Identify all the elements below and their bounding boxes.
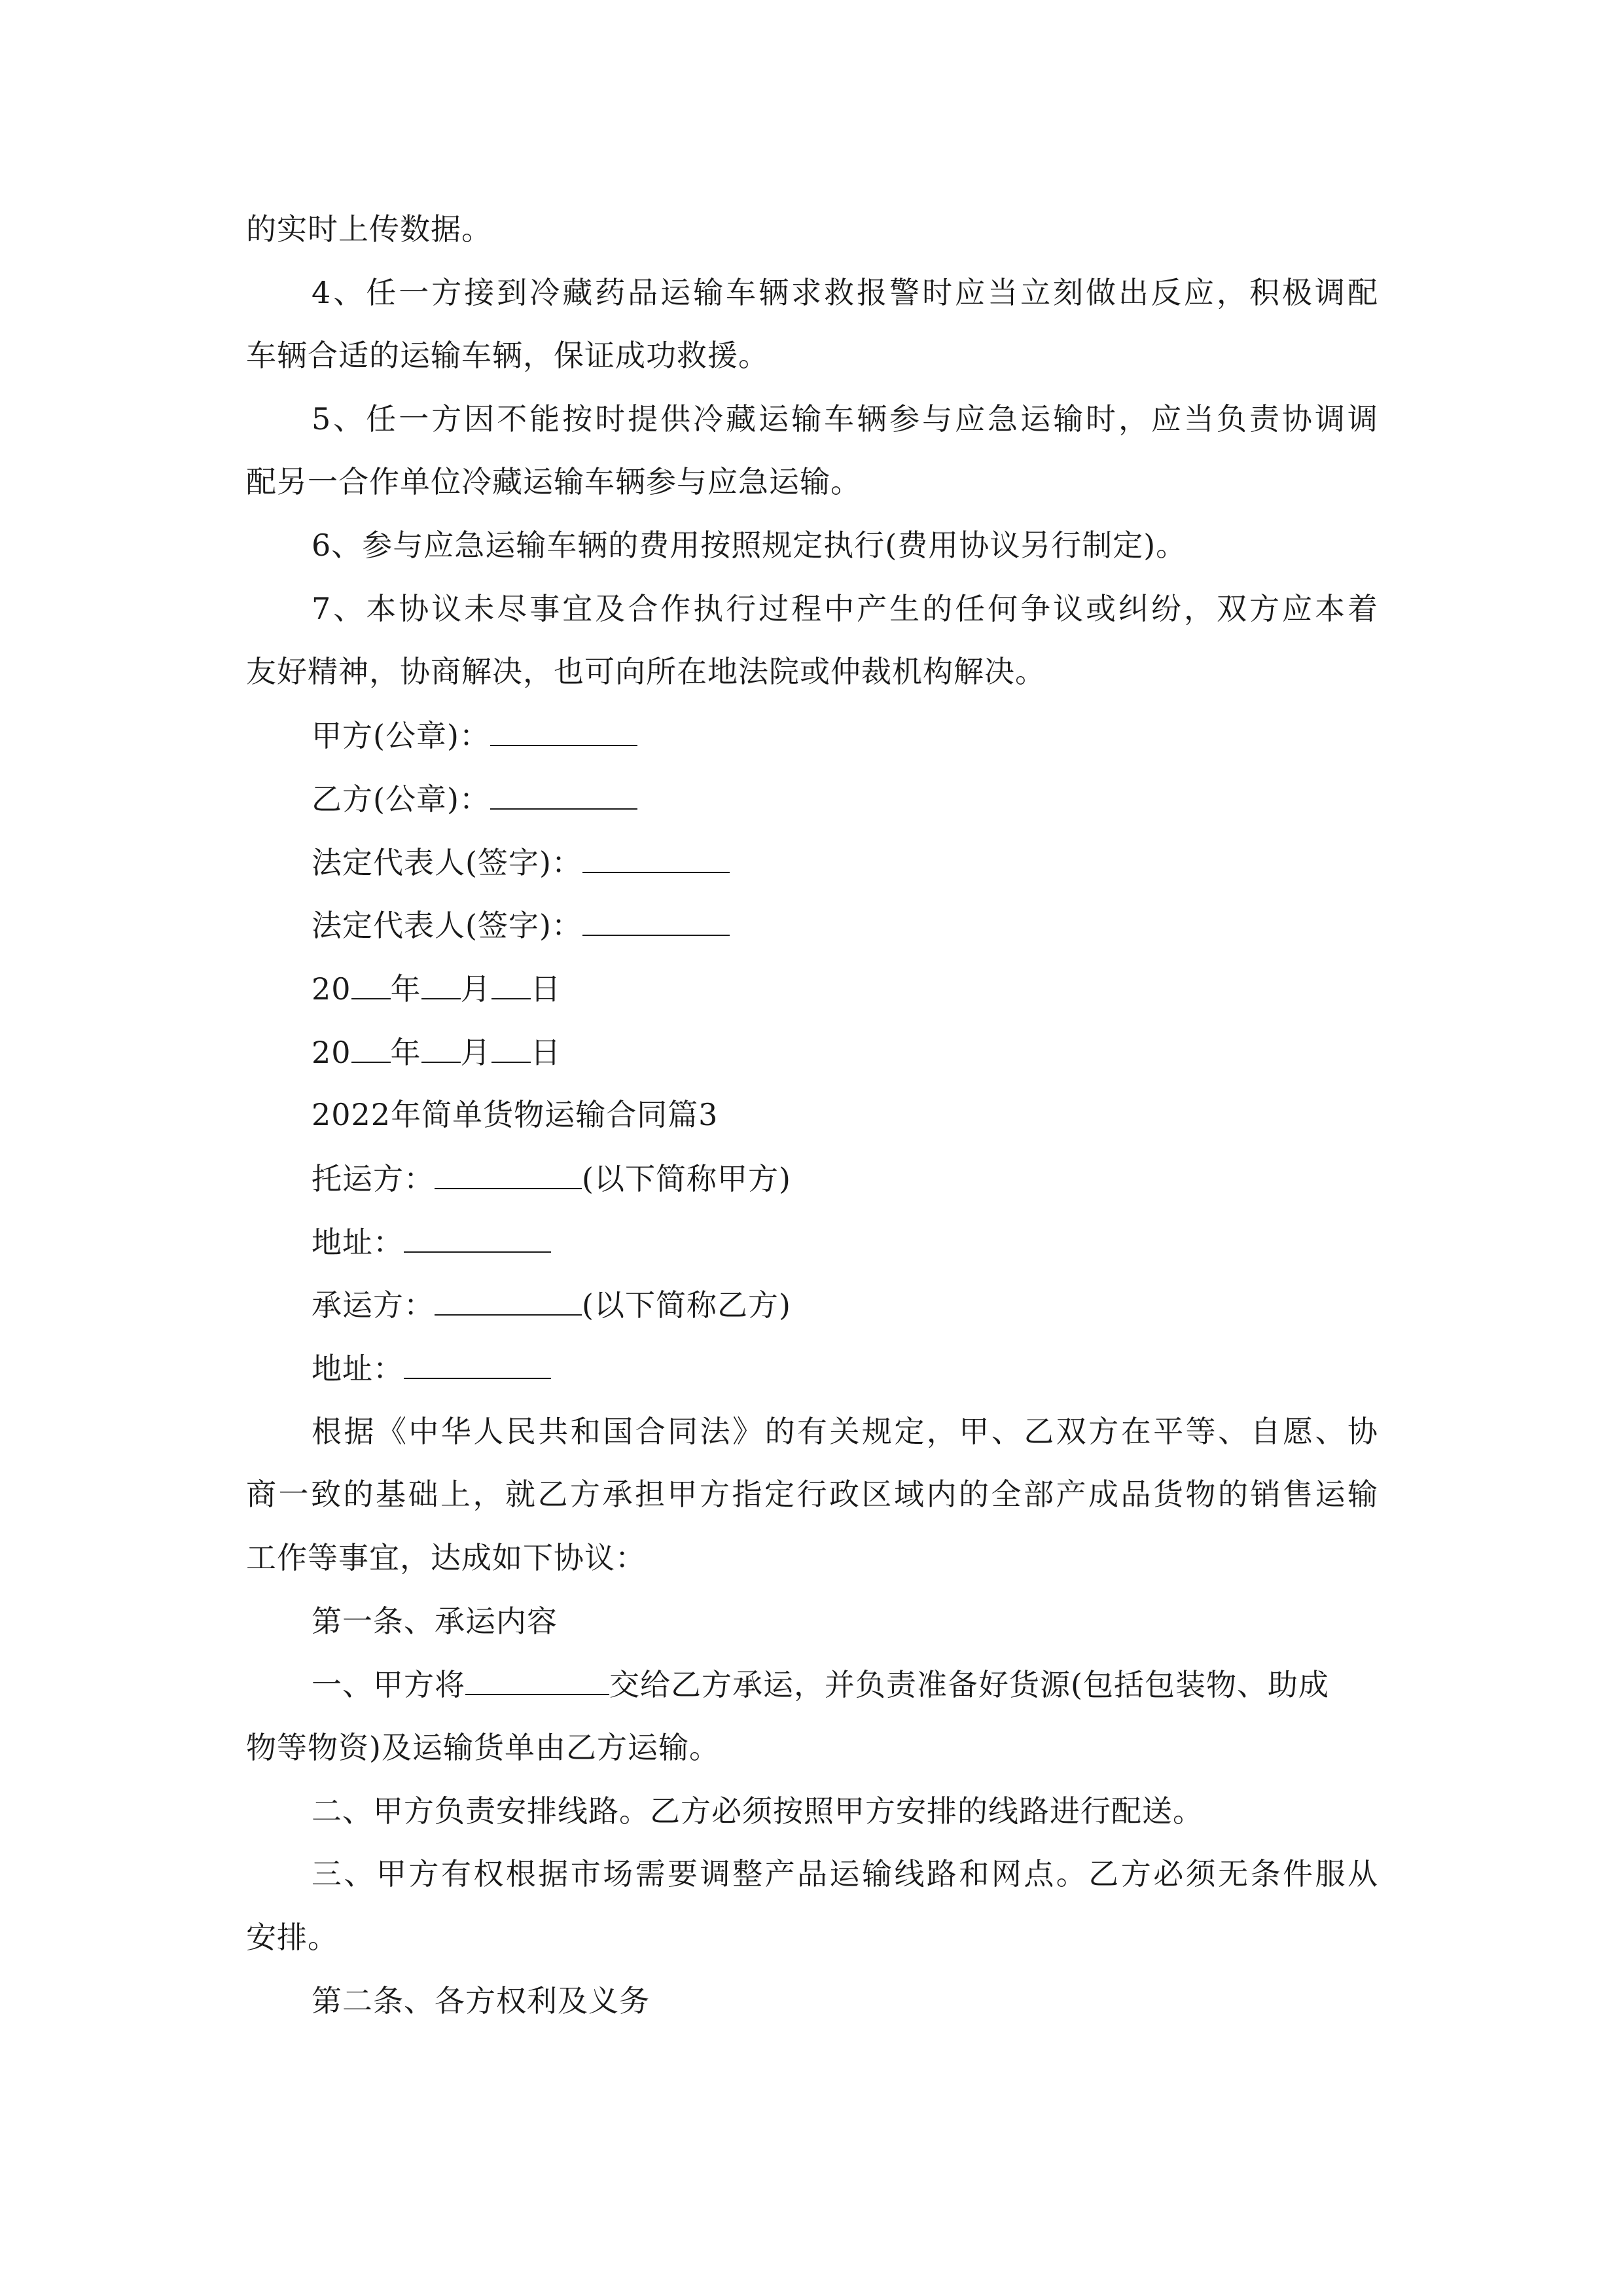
carrier-suffix: (以下简称乙方) bbox=[582, 1287, 791, 1323]
date-line-2 bbox=[312, 1035, 562, 1070]
carrier-label: 承运方： bbox=[312, 1287, 435, 1323]
date-blank bbox=[351, 1037, 391, 1063]
paragraph-line: 根据《中华人民共和国合同法》的有关规定，甲、乙双方在平等、自愿、协 bbox=[312, 1414, 1378, 1449]
legal-rep-line-1 bbox=[312, 847, 730, 878]
paragraph-line: 工作等事宜，达成如下协议： bbox=[246, 1540, 646, 1575]
paragraph-line: 商一致的基础上，就乙方承担甲方指定行政区域内的全部产成品货物的销售运输 bbox=[246, 1477, 1378, 1512]
date-blank bbox=[421, 973, 461, 999]
signature-blank bbox=[582, 910, 730, 936]
paragraph-line: 的实时上传数据。 bbox=[246, 211, 492, 247]
date-line-1 bbox=[312, 971, 562, 1007]
fill-blank bbox=[404, 1227, 551, 1253]
shipper-suffix: (以下简称甲方) bbox=[582, 1161, 791, 1196]
date-year: 年 bbox=[390, 1035, 421, 1070]
date-day: 日 bbox=[530, 971, 562, 1007]
party-b-seal-line bbox=[312, 781, 637, 817]
party-b-seal-label: 乙方(公章)： bbox=[312, 781, 490, 817]
paragraph-line: 友好精神，协商解决，也可向所在地法院或仲裁机构解决。 bbox=[246, 654, 1046, 689]
paragraph-line: 7、本协议未尽事宜及合作执行过程中产生的任何争议或纠纷，双方应本着 bbox=[312, 591, 1378, 626]
fill-blank bbox=[435, 1289, 582, 1316]
paragraph-line: 安排。 bbox=[246, 1920, 338, 1955]
signature-blank bbox=[490, 783, 637, 810]
paragraph-line: 物等物资)及运输货单由乙方运输。 bbox=[246, 1730, 720, 1765]
signature-blank bbox=[490, 720, 637, 746]
date-year: 年 bbox=[390, 971, 421, 1007]
contract-title: 2022年简单货物运输合同篇3 bbox=[312, 1097, 719, 1132]
fill-blank bbox=[465, 1669, 609, 1695]
fill-blank bbox=[404, 1353, 551, 1379]
date-month: 月 bbox=[460, 1035, 491, 1070]
carrier-address-line bbox=[312, 1353, 551, 1384]
signature-blank bbox=[582, 847, 730, 873]
paragraph-line: 4、任一方接到冷藏药品运输车辆求救报警时应当立刻做出反应，积极调配 bbox=[312, 275, 1378, 310]
item1-prefix: 一、甲方将 bbox=[312, 1667, 465, 1702]
paragraph-line: 二、甲方负责安排线路。乙方必须按照甲方安排的线路进行配送。 bbox=[312, 1793, 1204, 1829]
legal-rep-label: 法定代表人(签字)： bbox=[312, 845, 582, 880]
shipper-address-line bbox=[312, 1225, 551, 1260]
party-a-seal-label: 甲方(公章)： bbox=[312, 718, 490, 753]
address-label: 地址： bbox=[312, 1225, 404, 1260]
paragraph-line: 6、参与应急运输车辆的费用按照规定执行(费用协议另行制定)。 bbox=[312, 528, 1187, 563]
carrier-line bbox=[312, 1287, 791, 1323]
date-blank bbox=[491, 973, 531, 999]
paragraph-line: 配另一合作单位冷藏运输车辆参与应急运输。 bbox=[246, 464, 861, 499]
item1-suffix: 交给乙方承运，并负责准备好货源(包括包装物、助成 bbox=[609, 1667, 1329, 1702]
paragraph-line: 车辆合适的运输车辆，保证成功救援。 bbox=[246, 338, 769, 373]
paragraph-line: 5、任一方因不能按时提供冷藏运输车辆参与应急运输时，应当负责协调调 bbox=[312, 401, 1378, 437]
date-blank bbox=[421, 1037, 461, 1063]
date-prefix: 20 bbox=[312, 971, 351, 1007]
fill-blank bbox=[435, 1163, 582, 1189]
legal-rep-line-2 bbox=[312, 910, 730, 941]
date-blank bbox=[351, 973, 391, 999]
date-month: 月 bbox=[460, 971, 491, 1007]
date-blank bbox=[491, 1037, 531, 1063]
legal-rep-label: 法定代表人(签字)： bbox=[312, 908, 582, 943]
article-title: 第一条、承运内容 bbox=[312, 1604, 558, 1639]
address-label: 地址： bbox=[312, 1351, 404, 1386]
party-a-seal-line bbox=[312, 720, 637, 751]
date-day: 日 bbox=[530, 1035, 562, 1070]
article-title: 第二条、各方权利及义务 bbox=[312, 1983, 650, 2018]
shipper-label: 托运方： bbox=[312, 1161, 435, 1196]
shipper-line bbox=[312, 1163, 791, 1194]
paragraph-line: 三、甲方有权根据市场需要调整产品运输线路和网点。乙方必须无条件服从 bbox=[312, 1856, 1378, 1892]
date-prefix: 20 bbox=[312, 1035, 351, 1070]
item1-line bbox=[312, 1669, 1329, 1700]
